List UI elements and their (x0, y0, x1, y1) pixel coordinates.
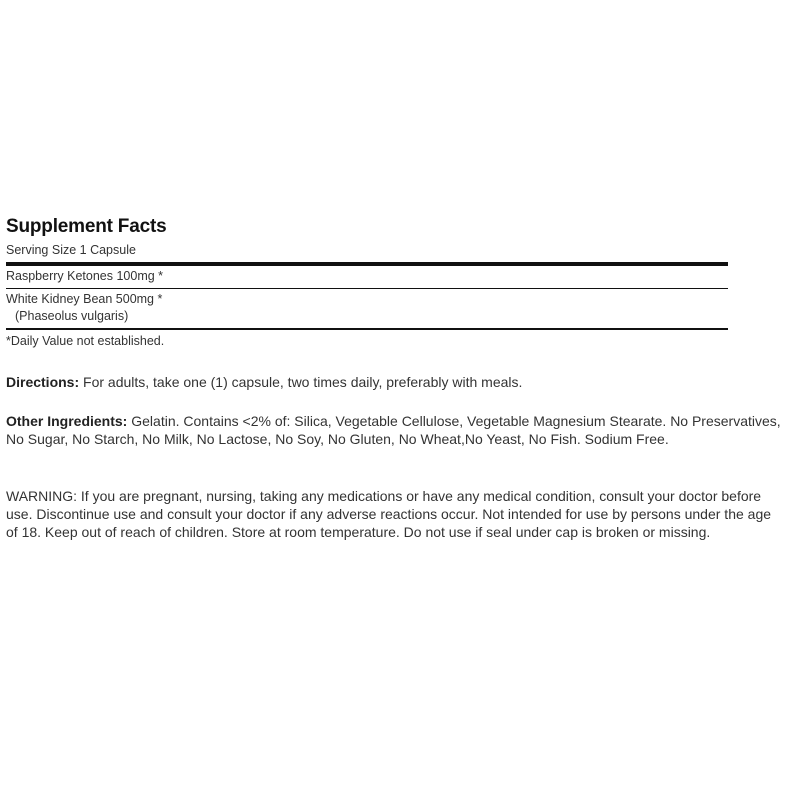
facts-title: Supplement Facts (6, 216, 167, 237)
ingredient-botanical-name: (Phaseolus vulgaris) (15, 309, 129, 323)
supplement-facts-panel (6, 214, 728, 350)
warning-paragraph (6, 487, 782, 541)
ingredient-name: White Kidney Bean 500mg * (6, 292, 163, 306)
serving-size: Serving Size 1 Capsule (6, 243, 136, 257)
directions-text: For adults, take one (1) capsule, two times daily, preferably with meals. (79, 374, 523, 390)
daily-value-footnote: *Daily Value not established. (6, 334, 165, 348)
other-ingredients-paragraph (6, 412, 782, 448)
ingredient-row (6, 266, 728, 288)
ingredient-name: Raspberry Ketones 100mg * (6, 269, 164, 283)
directions-label: Directions: (6, 374, 80, 390)
other-ingredients-text: Gelatin. Contains <2% of: Silica, Vegetable Cellulose, Vegetable Magnesium Stearate. No Preservatives, No Sugar, No Starch, No Milk, No Lactose, No Soy, No Gluten, No Wheat,No Yeast, No Fish. Sodium Free. (6, 413, 781, 447)
other-ingredients-label: Other Ingredients: (6, 413, 128, 429)
ingredient-row (6, 289, 728, 328)
warning-text: WARNING: If you are pregnant, nursing, taking any medications or have any medical condition, consult your doctor before use. Discontinue use and consult your doctor if any adverse reactions occur. Not intended for use by persons under the age of 18. Keep out of reach of children. Store at room temperature. Do not use if seal under cap is broken or missing. (6, 488, 772, 540)
directions-paragraph (6, 373, 782, 391)
